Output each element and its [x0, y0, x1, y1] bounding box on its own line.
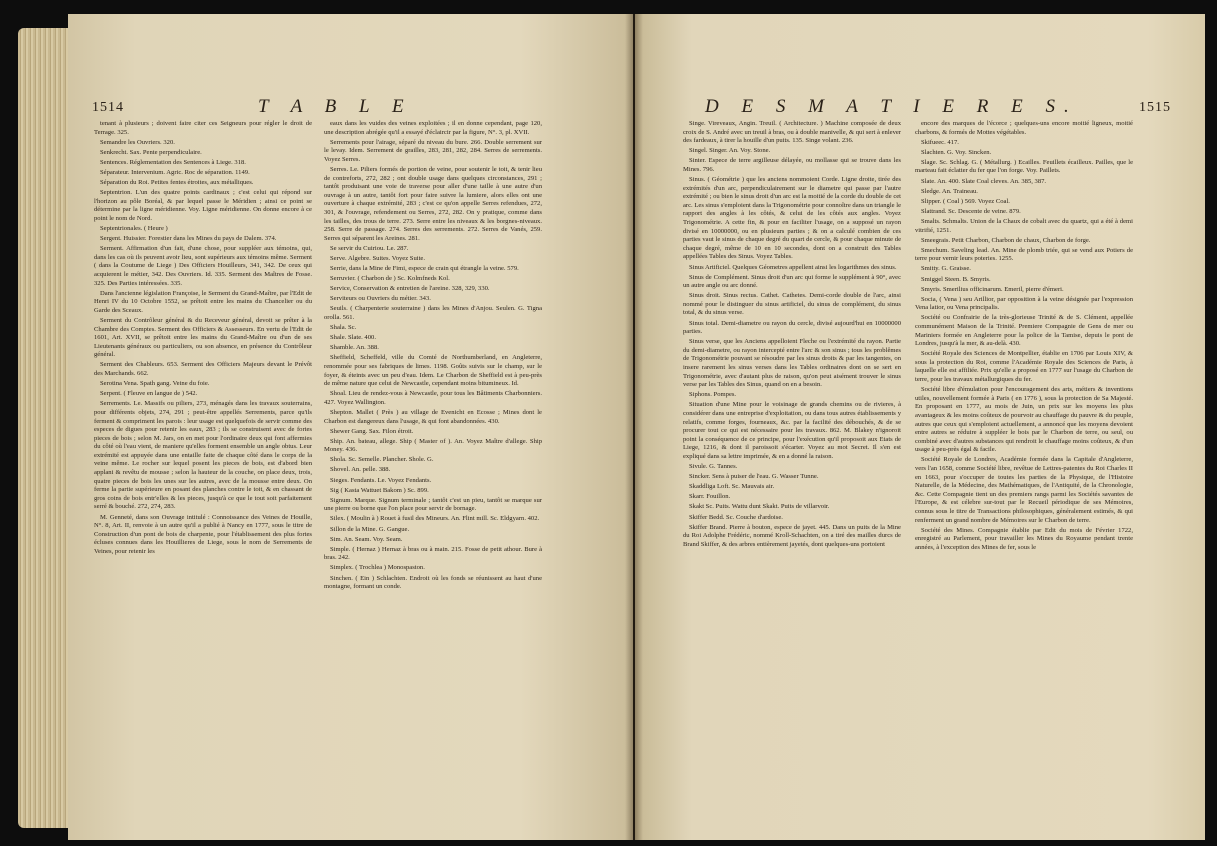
index-entry: Smechum. Saveling lead. An. Mine de plomb triée, qui se vend aux Potiers de terre pour vernir leurs poteries. 1255.: [915, 246, 1133, 263]
index-entry: Smiggel Steen. B. Smyris.: [921, 275, 991, 283]
index-entry: Serrements. Le. Massifs ou piliers, 273, ménagés dans les travaux souterrains, pour différents objets, 274, 291 ; peut-être appellés Serrements, parce qu'ils ferment & compriment les parois : leur usage est quelquefois de servir comme des especes de digues pour retenir les eaux, 283 ; ils se construisent avec de fortes pieces de bois ; selon M. Jars, on en met pour l'ordinaire deux qui font affermies du côté où l'eau vient, de maniere qu'elles forment ensemble un angle obtus. Leur extrémité est appuyée dans une entaille faite de chaque côté dans le corps de la veine même. Le rocher sur lequel posent les pieces de bois, est d'abord bien applani & revêtu de mousse ; selon la hauteur de la couche, on place deux, trois, quatre pieces de bois les unes sur les autres, avec de la mousse entre deux. On ferme la partie supérieure en posant des planches contre le toit, & en chassant de gros coins de bois entr'elles & les pieces, jusqu'à ce que le tout soit parfaitement serré & bouché. 272, 274, 283.: [94, 400, 312, 511]
index-entry: Shepton. Mallet ( Près ) au village de Evenicht en Ecosse ; Mines dont le Charbon est dangereux dans l'usage, & qui font abandonnées. 430.: [324, 408, 542, 425]
index-entry: Singe. Vireveaux, Angin. Treuil. ( Architecture. ) Machine composée de deux croix de S. André avec un treuil à bras, ou à double manivelle, & qui sert à enlever des fardeaux, à tirer la houille d'un puits. 135. Singe volant. 236.: [683, 120, 901, 145]
index-entry: Sinus verse, que les Anciens appelloient Fleche ou l'extrémité du rayon. Partie du demi-diametre, ou rayon intercepté entre l'arc & son sinus ; tous les problêmes de Trigonométrie pouvant se résoudre par les sinus droits & par les tangentes, on insere rarement les sinus verses dans les Tables ordinaires dont on se sert en Trigonométrie, avec d'autant plus de raison, qu'on peut aisément trouver le sinus verse par les Tables des Sinus, quand on en a besoin.: [683, 338, 901, 389]
right-title-head: [705, 96, 1078, 118]
left-column-2: [324, 120, 542, 593]
index-entry: Ship. An. bateau, allege. Ship ( Master of ). An. Voyez Maître d'allege. Ship Money. 436.: [324, 437, 542, 454]
index-entry: Skarr. Fouillon.: [689, 493, 731, 501]
right-running-title: D E S M A T I E R E S.: [705, 96, 1078, 117]
left-column-1: [94, 120, 312, 558]
index-entry: Sinus Artificiel. Quelques Géometres appellent ainsi les logarithmes des sinus.: [689, 263, 897, 271]
index-entry: Septentrion. L'un des quatre points cardinaux ; c'est celui qui répond sur l'horizon au pôle Boréal, & par lequel passe le Méridien ; ainsi ce point se détermine par la ligne méridienne. Voy. Ligne méridienne. On donne encore à ce point le nom de Nord.: [94, 189, 312, 222]
index-entry: Slage. Sc. Schlag. G. ( Métallurg. ) Ecailles. Feuillets écailleux. Pailles, que le marteau fait éclatter du fer que l'on forge. Voy. Paillets.: [915, 158, 1133, 175]
index-entry: Skifueec. 417.: [921, 138, 959, 146]
index-entry: Shewer Gang. Sax. Filon étroit.: [330, 427, 414, 435]
index-entry: Séparation du Roi. Petites fentes étroites, aux métalliques.: [100, 179, 254, 187]
index-entry: Sinter. Espece de terre argilleuse délayée, ou mollasse qui se trouve dans les Mines. 796.: [683, 157, 901, 173]
index-entry: Sergent. Huissier. Forestier dans les Mines du pays de Dalem. 374.: [100, 235, 277, 243]
open-book: [18, 14, 1208, 842]
index-entry: Société Royale de Londres, Académie formée dans la Capitale d'Angleterre, vers l'an 1658, comme Société libre, revêtue de Lettres-patentes du Roi Charles II en 1663, pour s'occuper de toutes les parties de la Physique, de l'Histoire Naturelle, de la Médecine, des Mathématiques, de l'Antiquité, de la Chronologie, &c. Cette Compagnie tient un des premiers rangs parmi les Sociétés savantes de l'Europe, & est célebre sur-tout par le Recueil périodique de ses Mémoires, connus sous le titre de Transactions philosophiques, généralement estimés, & qui renferment un grand nombre de Mémoires sur le Charbon de terre.: [915, 456, 1133, 524]
index-entry: Smyris. Smerilius officinarum. Emeril, pierre d'émeri.: [921, 285, 1064, 293]
index-entry: Shale. Slate. 400.: [330, 334, 376, 342]
index-entry: Seuils. ( Charpenterie souterraine ) dans les Mines d'Anjou. Seulen. G. Tigna orolla. 561.: [324, 305, 542, 321]
index-entry: Serruvier. ( Charbon de ) Sc. Kolmfneds Kol.: [330, 275, 450, 283]
left-page: [68, 14, 633, 840]
index-entry: Shovel. An. pelle. 388.: [330, 466, 391, 474]
index-entry: Sheffield, Scheffeld, ville du Comté de Northumberland, en Angleterre, renommée pour ses fabriques de limes. 1198. Goûts suivis sur le champ, sur le foyer, & éteints avec un peu d'eau. Idem. Le Charbon de Sheffield est à peu-près de même nature que celui de Newcastle, cependant moins bitumineux. Id.: [324, 354, 542, 388]
right-page-number: 1515: [1139, 100, 1171, 115]
index-entry: Sinus de Complément. Sinus droit d'un arc qui forme le supplément à 90°, avec un autre angle ou arc donné.: [683, 273, 901, 290]
index-entry: Skiffer Brand. Pierre à bouton, espece de jayet. 445. Dans un puits de la Mine du Roi Adolphe Frédéric, nommé Kroll-Schachten, on a tiré des mailles durcs de Brand Skiffer, & des arbres entièrement jayetés, dont quelques-uns portoient: [683, 523, 901, 548]
index-entry: Skaddliga Loft. Sc. Mauvais air.: [689, 483, 775, 491]
index-entry: Skiffer Bedd. Sc. Couche d'ardoise.: [689, 513, 783, 521]
index-entry: Situation d'une Mine pour le voisinage de grands chemins ou de rivieres, à considérer dans une entreprise d'exploitation, ou dans tous autres établissements y relatifs, comme forges, fourneaux, &c. par la facilité des débouchés, & de se procurer tout ce qui est nécessaire pour les travaux. 862. M. Blakey n'ignoroit point la conséquence de ce principe, pour l'exécution qu'il proposoit aux Etats de Liege, 1216, & dont il paroissoit s'écarter. Voyez au mot Secret. Il s'en est expliqué dans sa lettre imprimée, & en a donné la raison.: [683, 401, 901, 460]
index-entry: Sinus droit. Sinus rectus. Cathet. Cathetes. Demi-corde double de l'arc, ainsi nommé pour le distinguer du sinus artificiel, du sinus de complément, du sinus total, & du sinus verse.: [683, 292, 901, 317]
index-entry: Shamble. An. 388.: [330, 344, 379, 352]
index-entry: Slipper. ( Coal ) 569. Voyez Coal.: [921, 197, 1010, 205]
right-column-2: [915, 120, 1133, 554]
index-entry: Smeegrais. Petit Charbon, Charbon de chaux, Charbon de forge.: [921, 236, 1091, 244]
index-entry: Smalts. Schmalts. Union de la Chaux de cobalt avec du quartz, qui a été à demi vitrifié, 1251.: [915, 217, 1133, 234]
index-entry: Sledge. An. Traineau.: [921, 187, 978, 195]
right-running-head: [1139, 96, 1171, 116]
index-entry: Se servir du Cuiriou. Le. 287.: [330, 244, 409, 252]
index-entry: Signum. Marque. Signum terminale ; tantôt c'est un pieu, tantôt se marque sur une pierre ou borne que l'on place pour servir de bornage.: [324, 496, 542, 513]
index-entry: Société ou Confrairie de la très-glorieuse Trinité & de S. Clément, appellée communément Maison de la Trinité. Premiere Compagnie de Gens de mer ou Mariniers formée en Angleterre pour la police de la Tamise, depuis le pont de Londres, jusqu'à la mer, & au-delà. 430.: [915, 314, 1133, 348]
index-entry: Socia, ( Vena ) seu Arillior, par opposition à la veine désignée par l'expression Vena latior, ou Vena principalis.: [915, 295, 1133, 312]
index-entry: Dans l'ancienne législation Françoise, le Serment du Grand-Maître, par l'Edit de Henri IV du 10 Octobre 1552, se prêtoit entre les mains du Chancelier ou du Garde des Sceaux.: [94, 289, 312, 314]
index-entry: Sig ( Kasta Wattuet Bakom ) Sc. 899.: [330, 486, 429, 494]
index-entry: Sentences. Réglementation des Sentences à Liege. 318.: [100, 158, 246, 166]
index-entry: Singel. Singer. An. Voy. Stone.: [689, 147, 771, 155]
index-entry: Serment. Affirmation d'un fait, d'une chose, pour suppléer aux témoins, qui, dans les cas où ils peuvent avoir lieu, sont supérieurs aux témoins même. Serment ( dans la Coutume de Liege ) Des Officiers Houilleurs, 341, 342. De ceux qui acquierent le métier, 342. Des Ouvriers. Id. 335. Serment des Maîtres de Fosse. 325. Des Parties intéressées. 335.: [94, 245, 312, 287]
index-entry: Shala. Sc.: [330, 324, 357, 332]
right-page: [635, 14, 1205, 840]
index-entry: Simplex. ( Trochlea ) Monospaston.: [330, 564, 425, 572]
index-entry: Siphons. Pompes.: [689, 391, 737, 399]
right-column-1: [683, 120, 901, 551]
left-running-title: T A B L E: [258, 96, 413, 117]
index-entry: M. Genneté, dans son Ouvrage intitulé : Connoissance des Veines de Houille, N°. 8, Art. II, renvoie à un autre qu'il a publié à Nancy en 1777, sous le titre de Construction d'un pont de bois de charpente, pour l'établissement des plus fortes écluses connues dans les Houillieres de Liege, sous le nom de Serrements de Veines, pour retenir les: [94, 513, 312, 555]
index-entry: Société des Mines. Compagnie établie par Edit du mois de Février 1722, enregistré au Parlement, pour travailler les Mines du Royaume pendant trente années, à l'exception des Mines de fer, sous le: [915, 526, 1133, 551]
index-entry: Sincker. Sens à puiser de l'eau. G. Wasser Tunne.: [689, 473, 819, 481]
index-entry: Shoal. Lieu de rendez-vous à Newcastle, pour tous les Bâtiments Charbonniers. 427. Voyez Wallington.: [324, 390, 542, 406]
index-entry: Sinchen. ( Ein ) Schlachten. Endroit où les fonds se réunissent au haut d'une montagne, formant un conde.: [324, 574, 542, 591]
book-gutter: [625, 14, 643, 840]
index-entry: Serres. Le. Piliers formés de portion de veine, pour soutenir le toit, & tenir lieu de contreforts, 272, 282 ; ont double usage dans quelques circonstances, 291 ; tantôt produisant une voie de traverse pour aller d'une taille à une autre d'un ouvrage à un autre, tantôt fort pour faire suivre la lumiere, alors elles ont une ouverture à chaque extrémité, 283 ; c'est ce qu'on appelle Serres refendues, 272, 301, & l'ouvrage, refendement ou Serres, 272, 282. On y pratique, comme dans les tailles, des trous de terre. 273. Serre entre les niveaux & les borgnes-niveaux. 258. Serre de passage. 274. Serres des serrements. 272. Serres de Vanés, 259. Serres qui séparent les Areines. 281.: [324, 165, 542, 242]
index-entry: Société libre d'émulation pour l'encouragement des arts, métiers & inventions utiles, nouvellement formée à Paris ( en 1776 ), sous la protection de Sa Majesté. En proposant en 1777, au mois de Juin, un prix sur les moyens les plus avantageux & les moins coûteux de pourvoir au chauffage du pauvre & du peuple, autres que ceux qui s'emploient actuellement, a annoncé que les moyens devoient entre autres se réduire à suppléer le bois par le Charbon de terre, ou seul, ou combiné avec d'autres substances qui rendroit le chauffage moins coûteux, & d'un usage à peu-près égal & facile.: [915, 386, 1133, 454]
left-page-number: 1514: [92, 100, 124, 115]
index-entry: Simple. ( Hernaz ) Hernaz à bras ou à main. 215. Fosse de petit athour. Bure à bras. 242.: [324, 545, 542, 562]
index-entry: Sillon de la Mine. G. Gangue.: [330, 525, 410, 533]
index-entry: Semandre les Ouvriers. 320.: [100, 138, 175, 146]
index-entry: Senkrecht. Sax. Pente perpendiculaire.: [100, 148, 202, 156]
index-entry: Silex. ( Moulin à ) Rouet à fusil des Mineurs. An. Flint mill. Sc. Eldgyarn. 402.: [330, 515, 540, 523]
index-entry: tenant à plusieurs ; doivent faire citer ces Seigneurs pour régler le droit de Terrage. 325.: [94, 120, 312, 136]
index-entry: Shola. Sc. Semelle. Plancher. Shole. G.: [330, 456, 434, 464]
index-entry: Serment des Chableurs. 653. Serment des Officiers Majeurs devant le Prévôt des Marchands. 662.: [94, 361, 312, 378]
index-entry: Sim. An. Seam. Voy. Seam.: [330, 535, 403, 543]
index-entry: Serve. Algebre. Suites. Voyez Suite.: [330, 254, 425, 262]
index-entry: Serrie, dans la Mine de Fimi, espece de crain qui étrangle la veine. 579.: [330, 265, 519, 272]
index-entry: Slate. An. 400. Slate Coal cleves. An. 385, 387.: [921, 177, 1047, 185]
index-entry: Sieges. Fendants. Le. Voyez Fendants.: [330, 476, 432, 484]
index-entry: Sinus. ( Géométrie ) que les anciens nommoient Corde. Ligne droite, tirée des extrémités d'un arc, perpendiculairement sur le diametre qui passe par l'autre extrémité ; ou bien le sinus droit d'un arc est la moitié de la corde du double de cet arc. Les sinus s'emploient dans la Trigonométrie pour connoître dans un triangle le rapport des angles à les côtés, & celui de les côtés aux angles. Voyez Trigonométrie. A cette fin, & pour en faciliter l'usage, on a supposé un rayon divisé en 10000000, ou en plusieurs parties ; & on a calculé combien de ces parties vaut le sinus de chaque degré du quart de cercle, & pour chaque minute de chaque degré, même de 10 en 10 secondes, dont on a construit des Tables appellées Tables des Sinus. Voyez Tables.: [683, 176, 901, 261]
index-entry: Sivule. G. Tannes.: [689, 463, 738, 471]
index-entry: Skakt Sc. Puits. Wattu dunt Skakt. Puits de villarvoir.: [689, 503, 830, 511]
index-entry: Serotina Vena. Spath gang. Veine du foie.: [100, 380, 210, 388]
index-entry: Serment du Contrôleur général & du Receveur général, devoit se prêter à la Chambre des Comptes. Serment des Officiers & Assesseurs. En vertu de l'Edit de 1601, Art. XVII, se prêtoit entre les mains du Grand-Maître ou d'un de ses Lieutenants généraux ou particuliers, ou son absence, en présence du Contrôleur général.: [94, 316, 312, 359]
index-entry: Serrements pour l'airage, séparé du niveau du bure. 266. Double serrement sur le levay. Idem. Serrement de grailles, 283, 281, 282, 284. Serres de serrements. Voyez Serres.: [324, 138, 542, 163]
index-entry: Service, Conservation & entretien de l'areine. 328, 329, 330.: [330, 285, 490, 293]
index-entry: Serpent. ( Fleuve en langue de ) 542.: [100, 390, 198, 398]
index-entry: Slattrand. Sc. Descente de veine. 879.: [921, 207, 1021, 215]
index-entry: encore des marques de l'écorce ; quelques-uns encore moitié ligneux, moitié charbons, & formés de Mottes végétables.: [915, 120, 1133, 136]
index-entry: eaux dans les vuides des veines exploitées ; il en donne cependant, page 120, une description abrégée qu'il a essayé d'éclaircir par la figure, N°. 3, pl. XVII.: [324, 120, 542, 136]
index-entry: Sinus total. Demi-diametre ou rayon du cercle, divisé aujourd'hui en 10000000 parties.: [683, 319, 901, 336]
index-entry: Septentrionales. ( Heure ): [100, 225, 168, 233]
index-entry: Slachten. G. Voy. Sincken.: [921, 148, 992, 156]
index-entry: Serviteurs ou Ouvriers du métier. 343.: [330, 295, 431, 303]
left-title-head: [258, 96, 413, 118]
index-entry: Société Royale des Sciences de Montpellier, établie en 1706 par Louis XIV, & sous la protection du Roi, comme l'Académie Royale des Sciences de Paris, à laquelle elle est affiliée. Prix qu'elle a proposé en 1777 sur l'usage du Charbon de terre, pour les travaux métallurgiques du fer.: [915, 350, 1133, 384]
index-entry: Smitty. G. Graisse.: [921, 265, 971, 273]
index-entry: Séparateur. Intervenium. Agric. Roc de séparation. 1149.: [100, 168, 250, 176]
left-running-head: [92, 96, 124, 116]
